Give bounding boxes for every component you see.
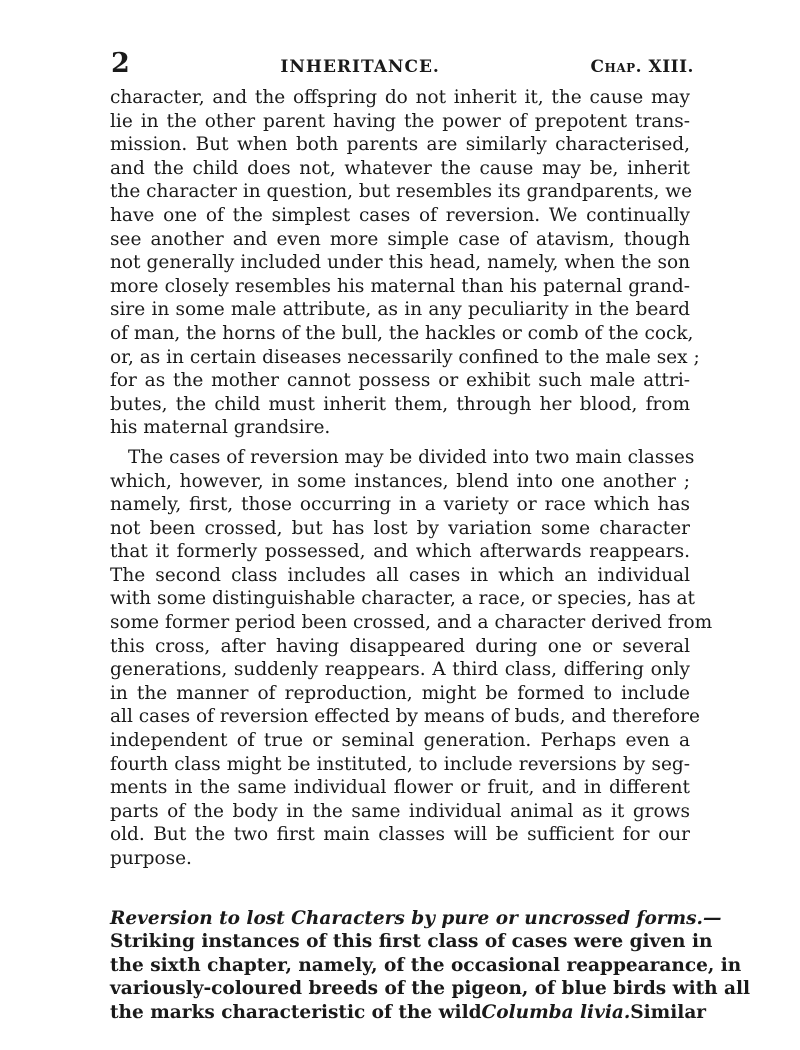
page-header bbox=[111, 48, 694, 78]
running-title: INHERITANCE. bbox=[280, 57, 440, 77]
section-heading-line bbox=[110, 907, 722, 931]
text-line: The second class includes all cases in which an individual bbox=[110, 564, 690, 586]
text-line: ments in the same individual flower or fruit, and in different bbox=[110, 777, 690, 799]
text-line bbox=[110, 1001, 707, 1025]
page-number: 2 bbox=[111, 48, 130, 79]
text-line: parts of the body in the same individual animal as it grows bbox=[110, 800, 690, 822]
text-line: old. But the two first main classes will be sufficient for our bbox=[110, 824, 690, 846]
page-body bbox=[110, 86, 751, 1025]
text-line: which, however, in some instances, blend into one another ; bbox=[110, 470, 690, 492]
last-line-end: Similar bbox=[630, 1001, 707, 1023]
text-line: in the manner of reproduction, might be formed to include bbox=[110, 682, 690, 704]
text-line: generations, suddenly reappears. A third class, differing only bbox=[110, 659, 690, 681]
text-line: and the child does not, whatever the cause may be, inherit bbox=[110, 157, 690, 179]
section-paragraph bbox=[110, 907, 751, 1025]
text-line: butes, the child must inherit them, through her blood, from bbox=[110, 393, 690, 415]
chapter-label: Chap. XIII. bbox=[590, 57, 694, 77]
text-line: purpose. bbox=[110, 848, 192, 869]
text-line: Striking instances of this first class of cases were given in bbox=[110, 931, 713, 953]
text-line: that it formerly possessed, and which afterwards reappears. bbox=[110, 541, 690, 563]
text-line: namely, first, those occurring in a variety or race which has bbox=[110, 494, 690, 516]
text-line: lie in the other parent having the power of prepotent trans- bbox=[110, 110, 690, 132]
text-line: this cross, after having disappeared during one or several bbox=[110, 635, 690, 657]
text-line: more closely resembles his maternal than his paternal grand- bbox=[110, 275, 690, 297]
text-line: of man, the horns of the bull, the hackles or comb of the cock, bbox=[110, 322, 694, 344]
text-line: the character in question, but resembles its grandparents, we bbox=[110, 181, 693, 203]
text-line: for as the mother cannot possess or exhibit such male attri- bbox=[110, 370, 690, 392]
text-line: character, and the offspring do not inherit it, the cause may bbox=[110, 87, 690, 108]
text-line: fourth class might be instituted, to include reversions by seg- bbox=[110, 753, 690, 775]
text-line: independent of true or seminal generation. Perhaps even a bbox=[110, 730, 690, 752]
text-line: all cases of reversion effected by means of buds, and therefore bbox=[110, 706, 700, 728]
text-line: his maternal grandsire. bbox=[110, 417, 331, 439]
text-line: the sixth chapter, namely, of the occasional reappearance, in bbox=[110, 954, 742, 976]
last-line-start: the marks characteristic of the wild bbox=[110, 1001, 482, 1023]
text-line: mission. But when both parents are similarly characterised, bbox=[110, 134, 690, 156]
text-line: have one of the simplest cases of reversion. We continually bbox=[110, 204, 690, 226]
text-line: not been crossed, but has lost by variation some character bbox=[110, 517, 690, 539]
text-line: variously-coloured breeds of the pigeon, of blue birds with all bbox=[110, 978, 751, 1000]
text-line: some former period been crossed, and a character derived from bbox=[110, 612, 713, 634]
text-line: The cases of reversion may be divided into two main classes bbox=[128, 446, 695, 468]
text-line: see another and even more simple case of atavism, though bbox=[110, 228, 690, 250]
species-name: Columba livia. bbox=[481, 1001, 631, 1023]
paragraph-2 bbox=[110, 446, 713, 871]
section-heading: Reversion to lost Characters by pure or uncrossed forms.— bbox=[110, 907, 722, 929]
text-line: with some distinguishable character, a race, or species, has at bbox=[110, 588, 695, 610]
text-line: sire in some male attribute, as in any peculiarity in the beard bbox=[110, 299, 690, 321]
paragraph-1 bbox=[110, 86, 700, 440]
text-line: not generally included under this head, namely, when the son bbox=[110, 252, 690, 274]
text-line: or, as in certain diseases necessarily confined to the male sex ; bbox=[110, 346, 700, 368]
